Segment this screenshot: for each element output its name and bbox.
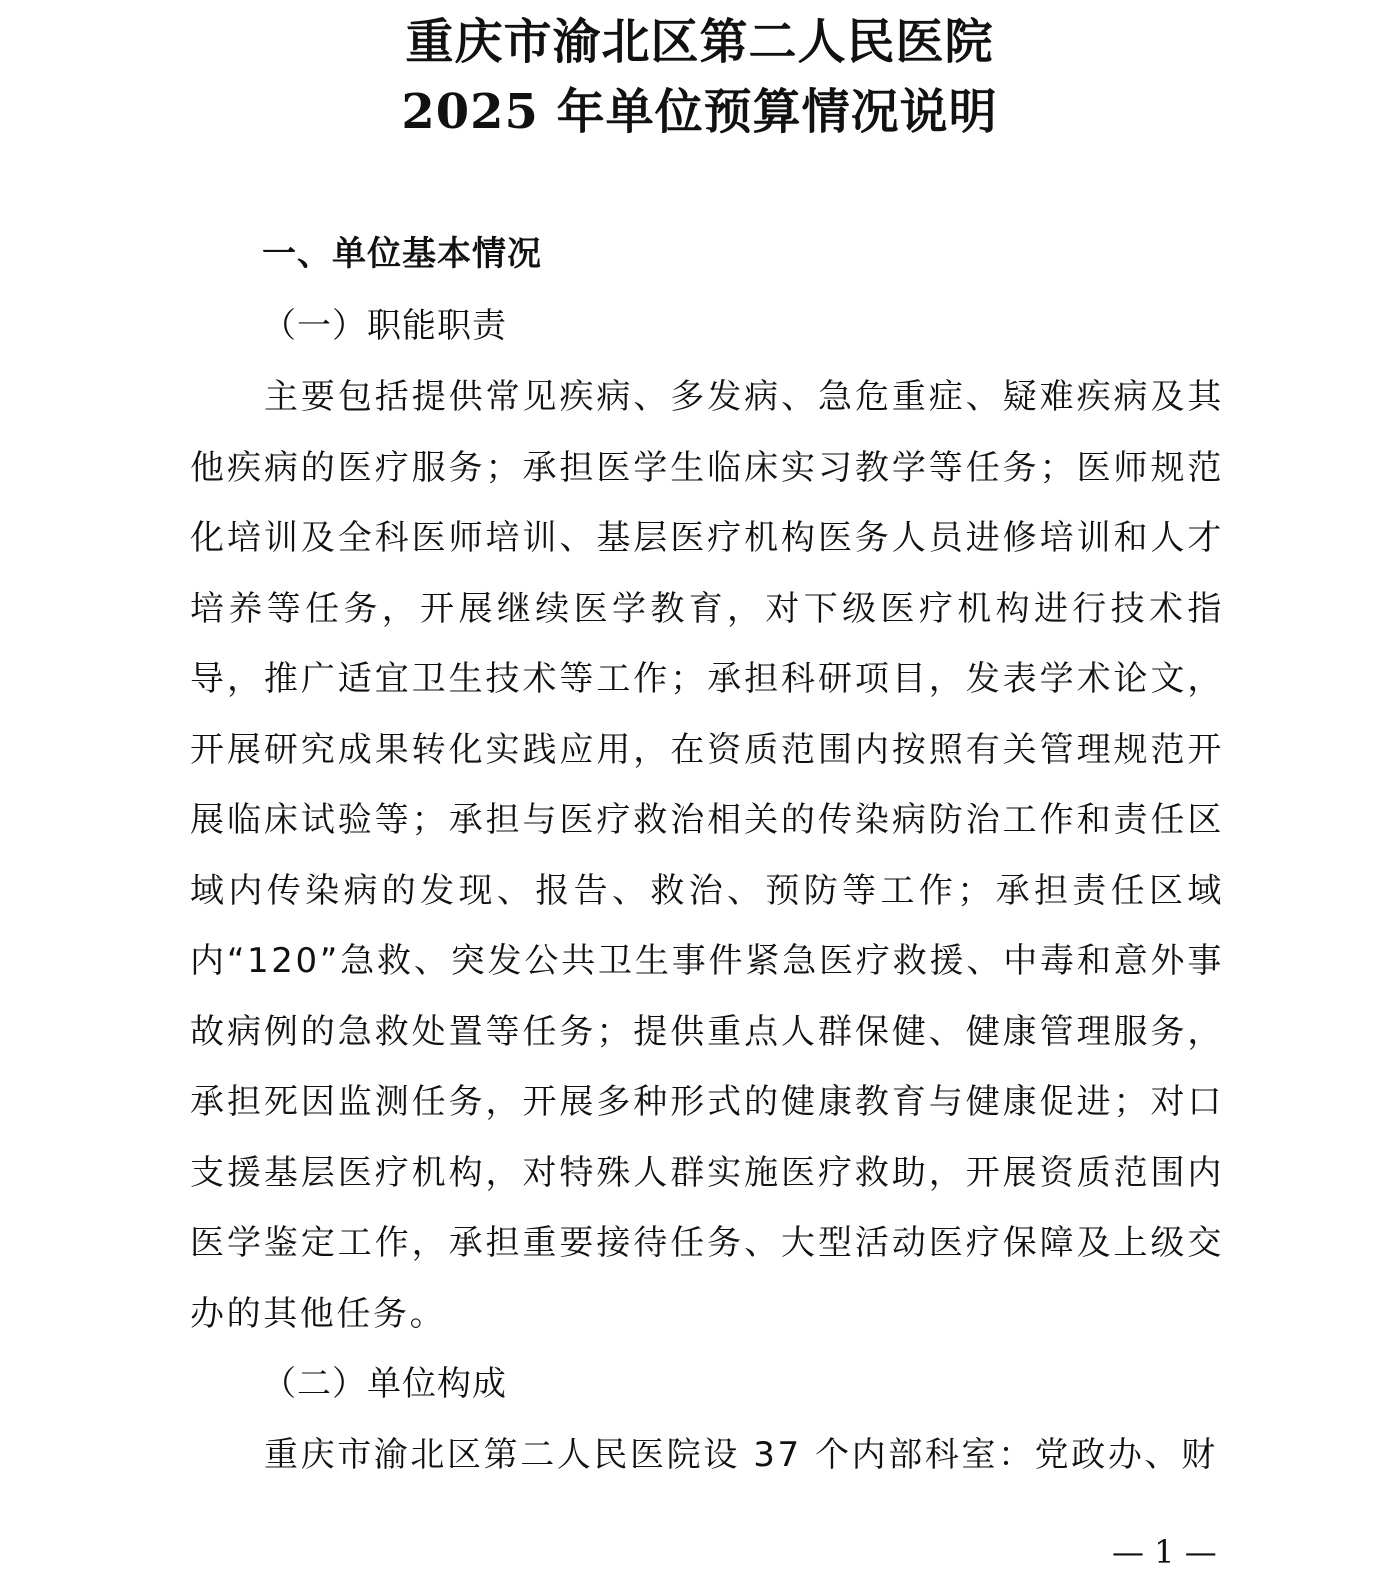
paragraph-functions: 主要包括提供常见疾病、多发病、急危重症、疑难疾病及其他疾病的医疗服务；承担医学生临床实习教学等任务；医师规范化培训及全科医师培训、基层医疗机构医务人员进修培训和人才培养等任务，开展继续医学教育，对下级医疗机构进行技术指导，推广适宜卫生技术等工作；承担科研项目，发表学术论文，开展研究成果转化实践应用，在资质范围内按照有关管理规范开展临床试验等；承担与医疗救治相关的传染病防治工作和责任区域内传染病的发现、报告、救治、预防等工作；承担责任区域内“120”急救、突发公共卫生事件紧急医疗救援、中毒和意外事故病例的急救处置等任务；提供重点人群保健、健康管理服务，承担死因监测任务，开展多种形式的健康教育与健康促进；对口支援基层医疗机构，对特殊人群实施医疗救助，开展资质范围内医学鉴定工作，承担重要接待任务、大型活动医疗保障及上级交办的其他任务。	[190, 377, 1224, 1334]
subsection-heading-functions: （一）职能职责	[262, 306, 507, 346]
document-title-line-2: 2025 年单位预算情况说明	[401, 84, 998, 140]
paragraph-composition: 重庆市渝北区第二人民医院设 37 个内部科室：党政办、财	[264, 1435, 1218, 1475]
section-heading-basic-info: 一、单位基本情况	[262, 234, 542, 274]
document-title-line-1: 重庆市渝北区第二人民医院	[405, 14, 994, 70]
subsection-heading-composition: （二）单位构成	[262, 1364, 507, 1404]
page-number: — 1 —	[1112, 1533, 1217, 1571]
